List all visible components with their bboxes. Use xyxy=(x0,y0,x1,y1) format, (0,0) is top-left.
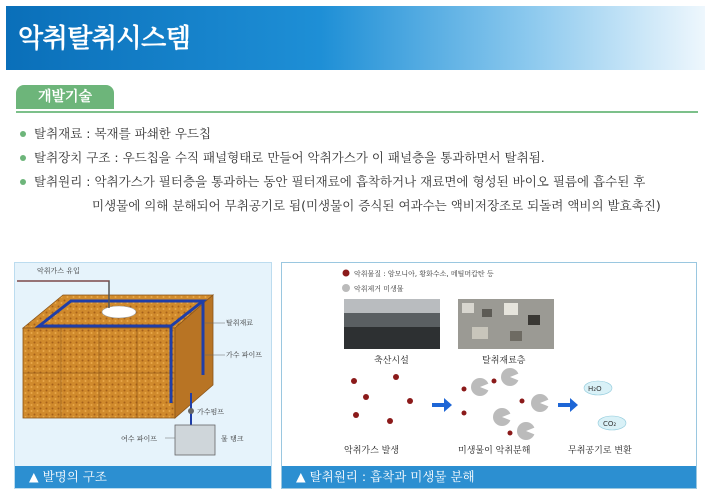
step1-label: 악취가스 발생 xyxy=(344,446,400,456)
bullet-dot-icon xyxy=(20,179,26,185)
bullet-text: 탈취원리 : 악취가스가 필터층을 통과하는 동안 필터재료에 흡착하거나 재료면에 형성된 바이오 필름에 흡수된 후 xyxy=(34,174,646,189)
page-title: 악취탈취시스템 xyxy=(18,24,191,54)
microbe-group xyxy=(471,368,550,440)
legend-odor: 악취물질 : 암모니아, 황화수소, 메틸머캅탄 등 xyxy=(354,270,494,278)
tank-label: 물 탱크 xyxy=(221,435,244,443)
bullet-dot-icon xyxy=(20,131,26,137)
section-bar xyxy=(16,85,698,113)
media-label: 탈취재료 xyxy=(226,319,254,327)
deodorization-principle-figure xyxy=(281,262,697,489)
right-figure-caption: ▲ 탈취원리 : 흡착과 미생물 분해 xyxy=(282,466,696,488)
bullet-item xyxy=(20,170,706,218)
bullet-item xyxy=(20,122,706,146)
bullet-item xyxy=(20,146,706,170)
odor-dot-icon xyxy=(343,270,350,277)
bullet-text: 탈취장치 구조 : 우드칩을 수직 패널형태로 만들어 악취가스가 이 패널층을 통과하면서 탈취됨. xyxy=(34,150,545,165)
co2-label: CO₂ xyxy=(603,420,617,428)
arrow-right-icon xyxy=(558,398,578,412)
h2o-label: H₂O xyxy=(588,385,602,393)
step2-label: 미생물이 악취분해 xyxy=(458,446,531,456)
bullet-text: 탈취재료 : 목재를 파쇄한 우드칩 xyxy=(34,126,212,141)
invention-structure-figure xyxy=(14,262,272,489)
gas-inflow-label: 악취가스 유입 xyxy=(37,267,80,275)
bullet-list xyxy=(20,122,706,218)
odor-dot xyxy=(351,378,357,384)
pump-label: 가수펌프 xyxy=(197,408,225,416)
odor-dot xyxy=(393,374,399,380)
bullet-continuation: 미생물에 의해 분해되어 무취공기로 됨(미생물이 증식된 여과수는 액비저장조로 되돌려 액비의 발효촉진) xyxy=(92,198,661,213)
water-tank xyxy=(175,425,215,455)
section-tab-dev-tech: 개발기술 xyxy=(16,85,114,109)
left-figure-caption: ▲ 발명의 구조 xyxy=(15,466,271,488)
pump-icon xyxy=(188,408,194,414)
step3-label: 무취공기로 변환 xyxy=(568,446,632,456)
odor-dot xyxy=(407,398,413,404)
photo2-label: 탈취재료층 xyxy=(482,356,526,366)
photo1-label: 축산시설 xyxy=(374,356,409,366)
structure-diagram xyxy=(15,263,271,466)
top-opening xyxy=(102,306,136,318)
odor-dot xyxy=(353,412,359,418)
bullet-dot-icon xyxy=(20,155,26,161)
principle-diagram xyxy=(282,263,696,466)
odor-dot xyxy=(363,394,369,400)
legend-microbe: 악취제거 미생물 xyxy=(354,285,404,293)
odor-dot xyxy=(387,418,393,424)
microbe-icon xyxy=(342,284,350,292)
page-header xyxy=(6,6,705,70)
drain-pipe-label: 여수 파이프 xyxy=(121,435,158,443)
water-pipe-label: 가수 파이프 xyxy=(226,351,263,359)
arrow-right-icon xyxy=(432,398,452,412)
